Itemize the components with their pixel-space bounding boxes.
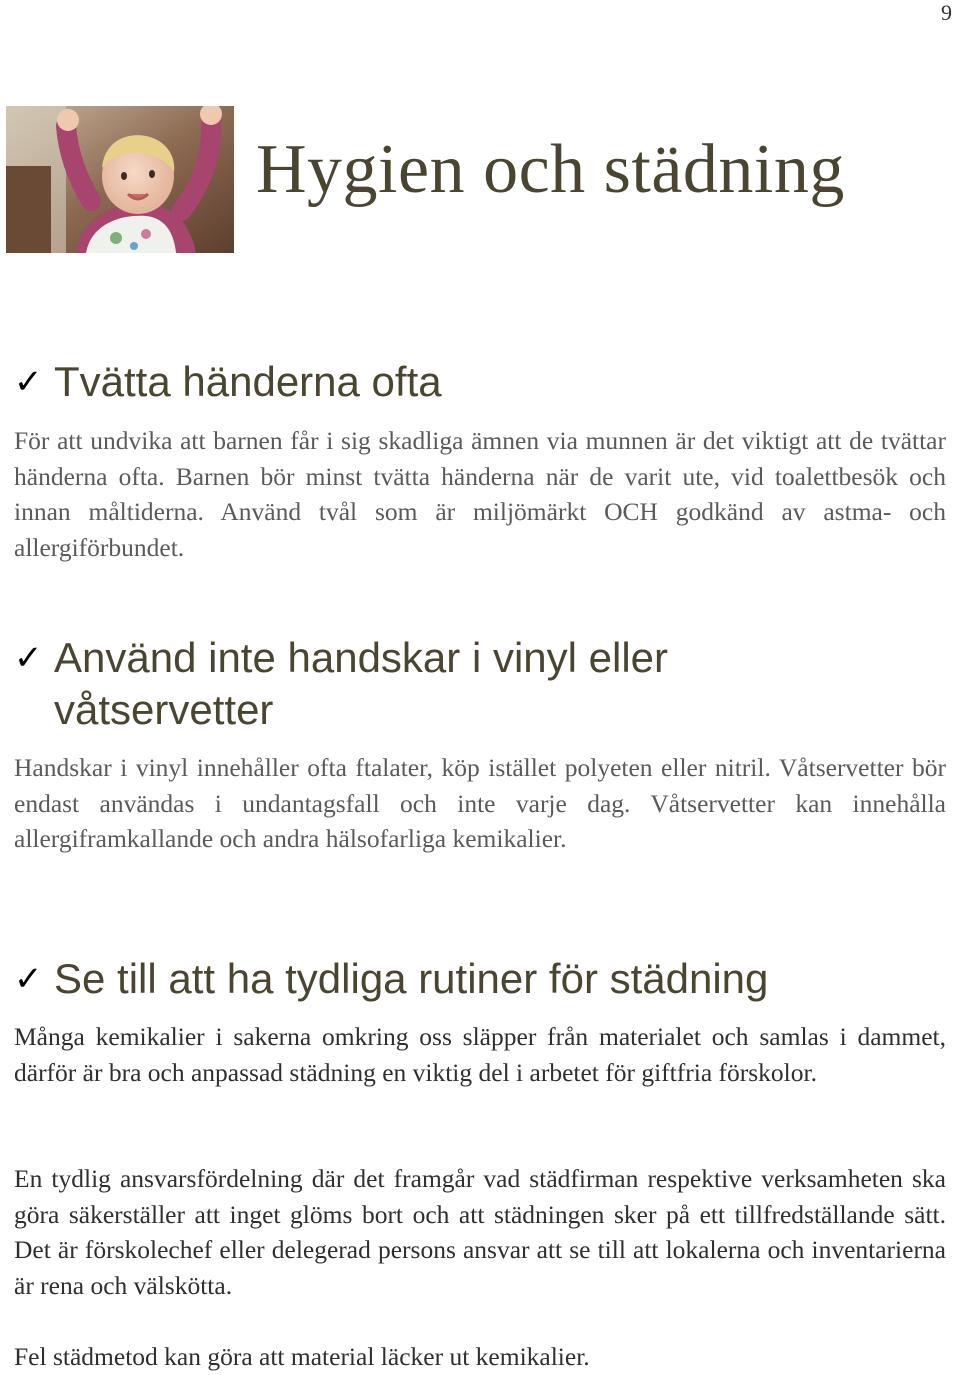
section-heading-text: Tvätta händerna ofta — [54, 358, 442, 405]
checkmark-icon: ✓ — [14, 960, 43, 998]
section-paragraph: För att undvika att barnen får i sig skadliga ämnen via munnen är det viktigt att de tvättar händerna ofta. Barnen bör minst tvätta händerna när de varit ute, vid toalettbesök och innan måltiderna. Använd tvål som är miljömärkt OCH godkänd av astma- och allergiförbundet. — [14, 426, 946, 562]
section-heading-cleaning — [14, 953, 768, 1005]
section-heading-line: Använd inte handskar i vinyl eller — [54, 634, 669, 681]
section-heading-gloves — [14, 632, 668, 736]
section-paragraph: Många kemikalier i sakerna omkring oss släpper från materialet och samlas i dammet, därför är bra och anpassad städning en viktig del i arbetet för giftfria förskolor. — [14, 1022, 946, 1087]
checkmark-icon: ✓ — [14, 363, 43, 401]
section-paragraph: En tydlig ansvarsfördelning där det framgår vad städfirman respektive verksamheten ska göra säkerställer att inget glöms bort och att städningen sker på ett tillfredställande sätt. Det är förskolechef eller delegerad persons ansvar att se till att lokalerna och inventarierna är rena och välskötta. — [14, 1164, 946, 1300]
checkmark-icon: ✓ — [14, 639, 43, 677]
section-heading-line: våtservetter — [54, 686, 274, 733]
page-number: 9 — [941, 0, 952, 25]
page-title: Hygien och städning — [256, 131, 845, 208]
section-heading-handwashing — [14, 356, 442, 408]
section-paragraph: Fel städmetod kan göra att material läcker ut kemikalier. — [14, 1342, 590, 1371]
child-photo — [6, 106, 234, 253]
section-paragraph: Handskar i vinyl innehåller ofta ftalater, köp istället polyeten eller nitril. Våtservetter bör endast användas i undantagsfall och inte varje dag. Våtservetter kan innehålla allergiframkallande och andra hälsofarliga kemikalier. — [14, 753, 946, 853]
section-heading-text — [54, 632, 668, 736]
section-heading-text: Se till att ha tydliga rutiner för städning — [54, 955, 769, 1002]
